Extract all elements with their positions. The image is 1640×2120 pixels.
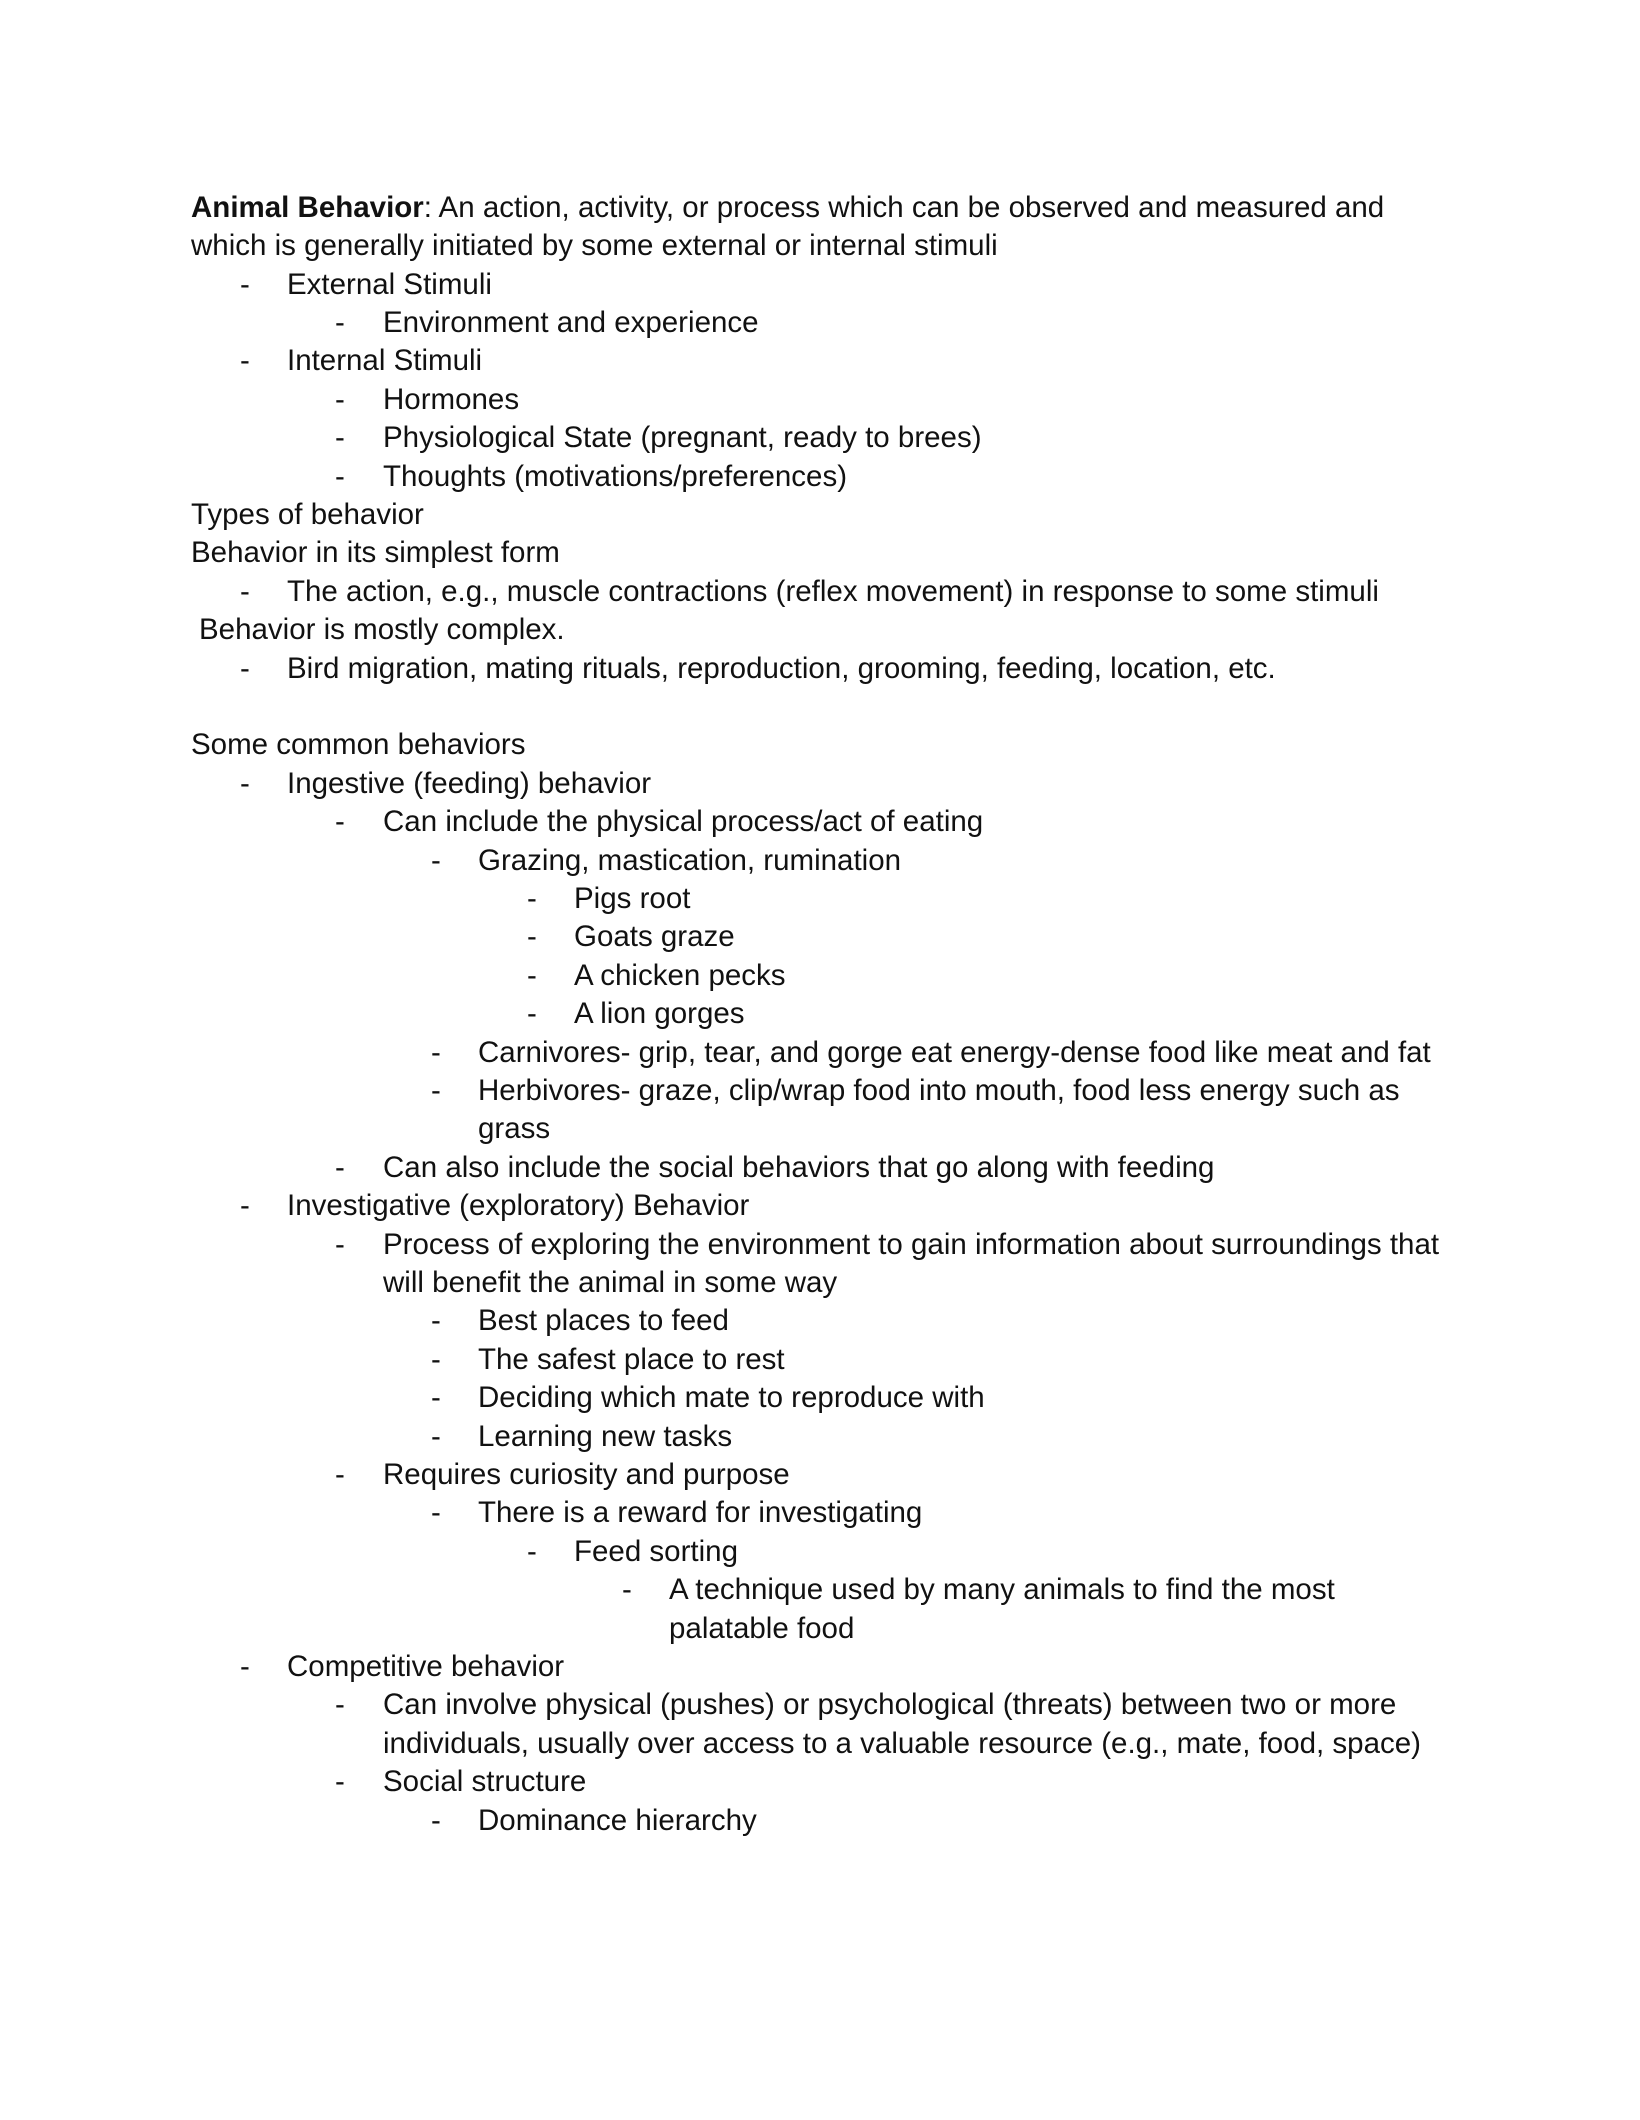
- section-heading: Types of behavior: [191, 498, 424, 531]
- list-item: Internal Stimuli: [287, 344, 483, 377]
- section-heading: Behavior is mostly complex.: [199, 613, 565, 646]
- list-item: Goats graze: [574, 920, 735, 953]
- bullet-dash: -: [335, 1688, 345, 1721]
- list-item: The action, e.g., muscle contractions (reflex movement) in response to some stimuli: [287, 575, 1379, 608]
- bullet-dash: -: [335, 306, 345, 339]
- list-item: Physiological State (pregnant, ready to brees): [383, 421, 982, 454]
- list-item: Herbivores- graze, clip/wrap food into mouth, food less energy such as: [478, 1074, 1400, 1107]
- bullet-dash: -: [431, 1304, 441, 1337]
- list-item: Investigative (exploratory) Behavior: [287, 1189, 750, 1222]
- term-animal-behavior: Animal Behavior: [191, 191, 424, 224]
- bullet-dash: -: [335, 1151, 345, 1184]
- bullet-dash: -: [240, 575, 250, 608]
- list-item: Requires curiosity and purpose: [383, 1458, 790, 1491]
- list-item: Process of exploring the environment to gain information about surroundings that: [383, 1228, 1440, 1261]
- list-item: Dominance hierarchy: [478, 1804, 757, 1837]
- definition-line-2: which is generally initiated by some external or internal stimuli: [191, 229, 998, 262]
- list-item: Can also include the social behaviors that go along with feeding: [383, 1151, 1215, 1184]
- bullet-dash: -: [335, 1228, 345, 1261]
- bullet-dash: -: [335, 805, 345, 838]
- list-item: Carnivores- grip, tear, and gorge eat energy-dense food like meat and fat: [478, 1036, 1431, 1069]
- bullet-dash: -: [335, 460, 345, 493]
- list-item: Thoughts (motivations/preferences): [383, 460, 848, 493]
- bullet-dash: -: [240, 1650, 250, 1683]
- list-item: Feed sorting: [574, 1535, 738, 1568]
- section-heading: Behavior in its simplest form: [191, 536, 560, 569]
- list-item-continuation: grass: [478, 1112, 551, 1145]
- bullet-dash: -: [240, 268, 250, 301]
- list-item: Competitive behavior: [287, 1650, 565, 1683]
- bullet-dash: -: [335, 1458, 345, 1491]
- list-item: Hormones: [383, 383, 520, 416]
- list-item: Can involve physical (pushes) or psychological (threats) between two or more: [383, 1688, 1397, 1721]
- list-item: Environment and experience: [383, 306, 759, 339]
- section-heading: Some common behaviors: [191, 728, 526, 761]
- bullet-dash: -: [527, 882, 537, 915]
- bullet-dash: -: [431, 1420, 441, 1453]
- bullet-dash: -: [527, 1535, 537, 1568]
- list-item-continuation: palatable food: [669, 1612, 855, 1645]
- definition-line-1: [191, 189, 1384, 227]
- list-item: Grazing, mastication, rumination: [478, 844, 902, 877]
- bullet-dash: -: [527, 959, 537, 992]
- list-item: Can include the physical process/act of eating: [383, 805, 984, 838]
- list-item: A chicken pecks: [574, 959, 786, 992]
- bullet-dash: -: [240, 767, 250, 800]
- list-item: Pigs root: [574, 882, 691, 915]
- list-item: Best places to feed: [478, 1304, 729, 1337]
- bullet-dash: -: [431, 1496, 441, 1529]
- list-item: The safest place to rest: [478, 1343, 785, 1376]
- bullet-dash: -: [335, 1765, 345, 1798]
- list-item-continuation: will benefit the animal in some way: [383, 1266, 838, 1299]
- list-item: Social structure: [383, 1765, 587, 1798]
- list-item: External Stimuli: [287, 268, 492, 301]
- bullet-dash: -: [527, 997, 537, 1030]
- definition-text-1: : An action, activity, or process which can be observed and measured and: [423, 191, 1385, 224]
- bullet-dash: -: [240, 344, 250, 377]
- bullet-dash: -: [431, 844, 441, 877]
- bullet-dash: -: [431, 1804, 441, 1837]
- list-item: Bird migration, mating rituals, reproduction, grooming, feeding, location, etc.: [287, 652, 1276, 685]
- bullet-dash: -: [335, 421, 345, 454]
- bullet-dash: -: [335, 383, 345, 416]
- bullet-dash: -: [622, 1573, 632, 1606]
- list-item: There is a reward for investigating: [478, 1496, 923, 1529]
- bullet-dash: -: [431, 1036, 441, 1069]
- bullet-dash: -: [240, 652, 250, 685]
- list-item: A lion gorges: [574, 997, 745, 1030]
- bullet-dash: -: [431, 1074, 441, 1107]
- list-item: Learning new tasks: [478, 1420, 733, 1453]
- list-item: Ingestive (feeding) behavior: [287, 767, 652, 800]
- bullet-dash: -: [431, 1381, 441, 1414]
- list-item: A technique used by many animals to find the most: [669, 1573, 1335, 1606]
- list-item-continuation: individuals, usually over access to a valuable resource (e.g., mate, food, space): [383, 1727, 1421, 1760]
- bullet-dash: -: [527, 920, 537, 953]
- list-item: Deciding which mate to reproduce with: [478, 1381, 985, 1414]
- bullet-dash: -: [431, 1343, 441, 1376]
- bullet-dash: -: [240, 1189, 250, 1222]
